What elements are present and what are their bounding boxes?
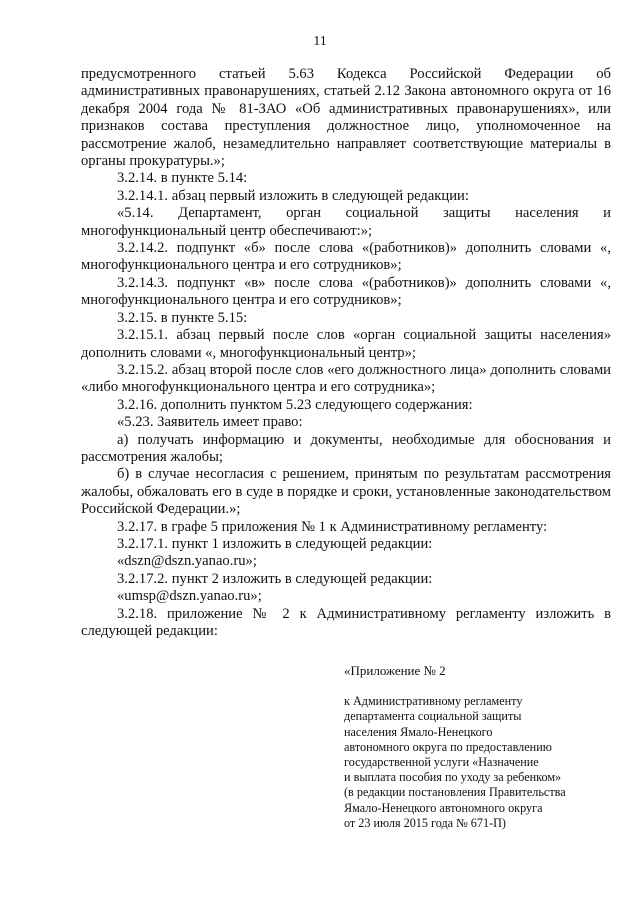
appendix-line: населения Ямало-Ненецкого bbox=[344, 724, 493, 739]
paragraph: 3.2.15.2. абзац второй после слов «его должностного лица» дополнить словами «либо многофункционального центра и его сотрудника»; bbox=[81, 361, 611, 396]
paragraph: а) получать информацию и документы, необходимые для обоснования и рассмотрения жалобы; bbox=[81, 431, 611, 465]
paragraph: 3.2.17.2. пункт 2 изложить в следующей редакции: bbox=[117, 570, 433, 587]
paragraph: 3.2.14.2. подпункт «б» после слова «(работников)» дополнить словами «, многофункционального центра и его сотрудников»; bbox=[81, 240, 611, 274]
appendix-line: (в редакции постановления Правительства bbox=[344, 785, 566, 800]
appendix-title: «Приложение № 2 bbox=[344, 663, 446, 678]
appendix-line: департамента социальной защиты bbox=[344, 709, 522, 724]
paragraph: 3.2.17. в графе 5 приложения № 1 к Административному регламенту: bbox=[117, 518, 548, 535]
document-body bbox=[81, 66, 611, 640]
paragraph: 3.2.14. в пункте 5.14: bbox=[117, 170, 248, 187]
paragraph: 3.2.14.1. абзац первый изложить в следующей редакции: bbox=[117, 187, 469, 204]
appendix-line: государственной услуги «Назначение bbox=[344, 755, 539, 770]
appendix-line: к Административному регламенту bbox=[344, 694, 523, 709]
paragraph: 3.2.17.1. пункт 1 изложить в следующей редакции: bbox=[117, 535, 433, 552]
paragraph: 3.2.18. приложение № 2 к Административному регламенту изложить в следующей редакции: bbox=[81, 605, 611, 639]
appendix-line: автономного округа по предоставлению bbox=[344, 739, 552, 754]
page-number: 11 bbox=[313, 34, 327, 49]
appendix-line: от 23 июля 2015 года № 671-П) bbox=[344, 815, 506, 830]
paragraph: 3.2.15. в пункте 5.15: bbox=[117, 309, 248, 326]
paragraph: 3.2.14.3. подпункт «в» после слова «(работников)» дополнить словами «, многофункционального центра и его сотрудников»; bbox=[81, 274, 611, 309]
paragraph: б) в случае несогласия с решением, принятым по результатам рассмотрения жалобы, обжаловать его в суде в порядке и сроки, установленные законодательством Российской Федерации.»; bbox=[81, 466, 611, 518]
paragraph: «5.23. Заявитель имеет право: bbox=[117, 414, 303, 431]
appendix-header-block bbox=[344, 663, 624, 831]
paragraph: 3.2.15.1. абзац первый после слов «орган социальной защиты населения» дополнить словами «, многофункциональный центр»; bbox=[81, 327, 611, 361]
paragraph: 3.2.16. дополнить пунктом 5.23 следующего содержания: bbox=[117, 396, 473, 413]
paragraph: «dszn@dszn.yanao.ru»; bbox=[117, 553, 257, 570]
appendix-line: и выплата пособия по уходу за ребенком» bbox=[344, 770, 562, 785]
appendix-line: Ямало-Ненецкого автономного округа bbox=[344, 800, 543, 815]
appendix-lines bbox=[344, 694, 624, 831]
paragraph: «umsp@dszn.yanao.ru»; bbox=[117, 588, 262, 605]
paragraph: предусмотренного статьей 5.63 Кодекса Российской Федерации об административных правонарушениях, статьей 2.12 Закона автономного округа от 16 декабря 2004 года № 81-ЗАО «Об административных правонарушениях», или признаков состава преступления должностное лицо, уполномоченное на рассмотрение жалоб, незамедлительно направляет соответствующие материалы в органы прокуратуры.»; bbox=[81, 66, 611, 170]
paragraph: «5.14. Департамент, орган социальной защиты населения и многофункциональный центр обеспечивают:»; bbox=[81, 205, 611, 239]
